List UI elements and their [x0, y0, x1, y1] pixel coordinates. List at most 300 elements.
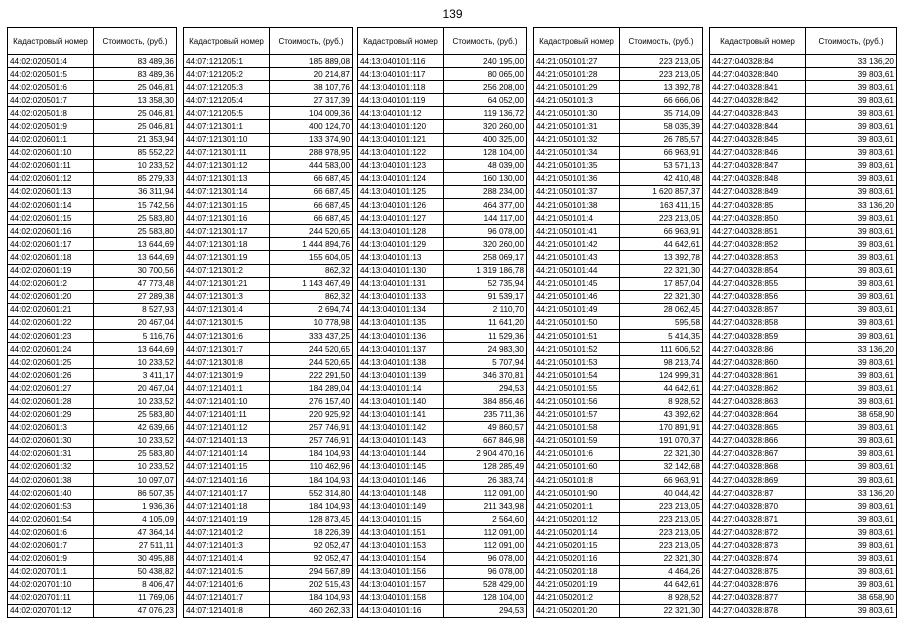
cadastral-number-cell: 44:02:020601:20 [8, 290, 94, 303]
cost-cell: 202 515,43 [270, 578, 353, 591]
table-row [8, 604, 177, 617]
table-row [8, 68, 177, 81]
cadastral-number-cell: 44:13:040101:131 [358, 277, 444, 290]
cadastral-number-cell: 44:07:121401:17 [184, 487, 270, 500]
table-row [534, 343, 703, 356]
cost-cell: 39 803,61 [806, 421, 897, 434]
table-row [8, 578, 177, 591]
cadastral-number-cell: 44:21:050101:60 [534, 460, 620, 473]
table-row [710, 500, 897, 513]
table-row [358, 55, 527, 68]
cadastral-number-cell: 44:07:121301:13 [184, 172, 270, 185]
cost-cell: 223 213,05 [620, 513, 703, 526]
table-row [184, 264, 353, 277]
table-row [534, 513, 703, 526]
cadastral-number-cell: 44:07:121301:21 [184, 277, 270, 290]
cadastral-number-cell: 44:02:020601:1 [8, 133, 94, 146]
table-row [184, 251, 353, 264]
table-row [534, 369, 703, 382]
cadastral-number-cell: 44:13:040101:13 [358, 251, 444, 264]
cadastral-number-cell: 44:21:050201:19 [534, 578, 620, 591]
cadastral-number-cell: 44:13:040101:134 [358, 303, 444, 316]
cost-cell: 25 046,81 [94, 120, 177, 133]
cadastral-number-cell: 44:02:020601:11 [8, 159, 94, 172]
table-row [534, 251, 703, 264]
cost-cell: 39 803,61 [806, 264, 897, 277]
cost-cell: 294,53 [444, 604, 527, 617]
cadastral-number-cell: 44:02:020601:14 [8, 199, 94, 212]
cadastral-number-cell: 44:02:020701:1 [8, 565, 94, 578]
cadastral-number-cell: 44:27:040328:862 [710, 382, 806, 395]
cost-cell: 42 639,66 [94, 421, 177, 434]
cadastral-number-cell: 44:27:040328:864 [710, 408, 806, 421]
cost-cell: 39 803,61 [806, 434, 897, 447]
cost-cell: 257 746,91 [270, 421, 353, 434]
cadastral-number-cell: 44:27:040328:854 [710, 264, 806, 277]
table-row [710, 316, 897, 329]
cadastral-number-cell: 44:27:040328:874 [710, 552, 806, 565]
table-row [358, 94, 527, 107]
cadastral-number-cell: 44:02:020601:53 [8, 500, 94, 513]
cadastral-number-cell: 44:21:050201:12 [534, 513, 620, 526]
table-row [184, 604, 353, 617]
table-row [710, 238, 897, 251]
cadastral-table-2 [183, 27, 353, 618]
table-row [710, 369, 897, 382]
cost-cell: 256 208,00 [444, 81, 527, 94]
cost-cell: 83 489,36 [94, 68, 177, 81]
cost-cell: 24 983,30 [444, 343, 527, 356]
cost-cell: 39 803,61 [806, 500, 897, 513]
table-row [534, 421, 703, 434]
table-row [358, 225, 527, 238]
cost-cell: 18 226,39 [270, 526, 353, 539]
cadastral-number-cell: 44:07:121401:3 [184, 539, 270, 552]
cost-cell: 13 644,69 [94, 251, 177, 264]
cost-cell: 13 392,78 [620, 251, 703, 264]
cadastral-number-cell: 44:13:040101:153 [358, 539, 444, 552]
cadastral-number-cell: 44:21:050101:3 [534, 94, 620, 107]
cost-cell: 119 136,72 [444, 107, 527, 120]
cadastral-number-cell: 44:07:121205:1 [184, 55, 270, 68]
cadastral-number-cell: 44:13:040101:121 [358, 133, 444, 146]
cadastral-number-cell: 44:07:121401:19 [184, 513, 270, 526]
table-row [8, 526, 177, 539]
table-row [534, 146, 703, 159]
cadastral-number-cell: 44:27:040328:847 [710, 159, 806, 172]
table-row [8, 591, 177, 604]
cadastral-number-cell: 44:02:020601:2 [8, 277, 94, 290]
table-row [184, 343, 353, 356]
cadastral-number-cell: 44:07:121205:5 [184, 107, 270, 120]
table-row [534, 565, 703, 578]
cost-cell: 66 687,45 [270, 172, 353, 185]
cadastral-number-cell: 44:07:121301:10 [184, 133, 270, 146]
cadastral-number-cell: 44:27:040328:878 [710, 604, 806, 617]
table-row [184, 212, 353, 225]
cost-cell: 49 860,57 [444, 421, 527, 434]
cost-cell: 27 289,38 [94, 290, 177, 303]
cost-cell: 2 904 470,16 [444, 447, 527, 460]
cadastral-number-cell: 44:13:040101:148 [358, 487, 444, 500]
cadastral-number-cell: 44:27:040328:842 [710, 94, 806, 107]
cadastral-number-cell: 44:07:121301:3 [184, 290, 270, 303]
table-row [358, 539, 527, 552]
cost-cell: 58 035,39 [620, 120, 703, 133]
cost-cell: 1 620 857,37 [620, 185, 703, 198]
cost-cell: 10 233,52 [94, 356, 177, 369]
cost-cell: 223 213,05 [620, 212, 703, 225]
cost-cell: 39 803,61 [806, 94, 897, 107]
cadastral-number-cell: 44:07:121301:15 [184, 199, 270, 212]
cadastral-number-cell: 44:27:040328:848 [710, 172, 806, 185]
cost-cell: 39 803,61 [806, 382, 897, 395]
table-row [534, 212, 703, 225]
cost-cell: 185 889,08 [270, 55, 353, 68]
cost-cell: 35 714,09 [620, 107, 703, 120]
table-row [184, 277, 353, 290]
cadastral-number-cell: 44:27:040328:853 [710, 251, 806, 264]
cadastral-number-cell: 44:07:121401:13 [184, 434, 270, 447]
cost-cell: 80 065,00 [444, 68, 527, 81]
cost-cell: 85 552,22 [94, 146, 177, 159]
cadastral-number-cell: 44:21:050101:52 [534, 343, 620, 356]
cost-cell: 13 644,69 [94, 238, 177, 251]
cadastral-number-cell: 44:13:040101:133 [358, 290, 444, 303]
table-row [358, 565, 527, 578]
cost-cell: 276 157,40 [270, 395, 353, 408]
table-row [534, 604, 703, 617]
cost-cell: 40 044,42 [620, 487, 703, 500]
table-row [358, 68, 527, 81]
table-row [8, 434, 177, 447]
cadastral-number-cell: 44:13:040101:136 [358, 329, 444, 342]
cost-cell: 25 583,80 [94, 212, 177, 225]
table-row [184, 395, 353, 408]
cadastral-number-cell: 44:07:121401:14 [184, 447, 270, 460]
table-row [184, 225, 353, 238]
cost-cell: 39 803,61 [806, 290, 897, 303]
cost-cell: 184 104,93 [270, 591, 353, 604]
cost-cell: 22 321,30 [620, 604, 703, 617]
cost-cell: 223 213,05 [620, 68, 703, 81]
cost-cell: 11 529,36 [444, 329, 527, 342]
table-row [710, 146, 897, 159]
cost-cell: 48 039,00 [444, 159, 527, 172]
cadastral-number-cell: 44:27:040328:840 [710, 68, 806, 81]
cost-cell: 257 746,91 [270, 434, 353, 447]
table-row [184, 199, 353, 212]
cost-cell: 39 803,61 [806, 277, 897, 290]
table-row [358, 303, 527, 316]
table-row [8, 172, 177, 185]
cadastral-number-cell: 44:21:050101:54 [534, 369, 620, 382]
cost-cell: 39 803,61 [806, 172, 897, 185]
table-row [710, 552, 897, 565]
table-row [710, 526, 897, 539]
cadastral-number-cell: 44:02:020601:7 [8, 539, 94, 552]
cost-cell: 39 803,61 [806, 107, 897, 120]
header-cadastral-number: Кадастровый номер [710, 28, 806, 55]
cadastral-number-cell: 44:13:040101:128 [358, 225, 444, 238]
table-row [184, 526, 353, 539]
cost-cell: 2 110,70 [444, 303, 527, 316]
cost-cell: 1 319 186,78 [444, 264, 527, 277]
cadastral-number-cell: 44:07:121301:14 [184, 185, 270, 198]
table-row [8, 329, 177, 342]
table-row [710, 565, 897, 578]
cadastral-number-cell: 44:27:040328:865 [710, 421, 806, 434]
table-row [184, 316, 353, 329]
cadastral-number-cell: 44:21:050101:30 [534, 107, 620, 120]
cost-cell: 133 374,90 [270, 133, 353, 146]
cost-cell: 244 520,65 [270, 343, 353, 356]
cost-cell: 25 046,81 [94, 81, 177, 94]
cadastral-number-cell: 44:07:121301:9 [184, 369, 270, 382]
cadastral-number-cell: 44:13:040101:157 [358, 578, 444, 591]
table-row [358, 382, 527, 395]
cost-cell: 66 687,45 [270, 199, 353, 212]
cadastral-number-cell: 44:13:040101:143 [358, 434, 444, 447]
table-row [710, 343, 897, 356]
table-row [534, 474, 703, 487]
table-row [710, 591, 897, 604]
table-row [358, 277, 527, 290]
cadastral-number-cell: 44:02:020601:24 [8, 343, 94, 356]
table-row [8, 356, 177, 369]
cadastral-number-cell: 44:02:020601:3 [8, 421, 94, 434]
cadastral-number-cell: 44:13:040101:125 [358, 185, 444, 198]
cost-cell: 92 052,47 [270, 552, 353, 565]
cost-cell: 39 803,61 [806, 552, 897, 565]
table-row [534, 487, 703, 500]
cost-cell: 2 694,74 [270, 303, 353, 316]
table-row [534, 395, 703, 408]
table-row [184, 329, 353, 342]
table-row [710, 303, 897, 316]
cadastral-number-cell: 44:27:040328:857 [710, 303, 806, 316]
table-row [710, 251, 897, 264]
cost-cell: 44 642,61 [620, 238, 703, 251]
cost-cell: 91 539,17 [444, 290, 527, 303]
cadastral-number-cell: 44:27:040328:85 [710, 199, 806, 212]
cadastral-number-cell: 44:27:040328:877 [710, 591, 806, 604]
table-row [358, 552, 527, 565]
cadastral-number-cell: 44:07:121301:11 [184, 146, 270, 159]
header-cost: Стоимость, (руб.) [806, 28, 897, 55]
table-row [358, 172, 527, 185]
table-row [534, 120, 703, 133]
table-row [534, 329, 703, 342]
cadastral-number-cell: 44:07:121401:2 [184, 526, 270, 539]
cadastral-number-cell: 44:27:040328:868 [710, 460, 806, 473]
table-row [358, 199, 527, 212]
table-row [184, 591, 353, 604]
table-row [710, 604, 897, 617]
table-row [358, 329, 527, 342]
cost-cell: 20 467,04 [94, 382, 177, 395]
table-row [8, 120, 177, 133]
cost-cell: 27 317,39 [270, 94, 353, 107]
cost-cell: 112 091,00 [444, 539, 527, 552]
cadastral-number-cell: 44:27:040328:861 [710, 369, 806, 382]
cadastral-number-cell: 44:21:050101:35 [534, 159, 620, 172]
cost-cell: 320 260,00 [444, 120, 527, 133]
cost-cell: 104 009,36 [270, 107, 353, 120]
cadastral-number-cell: 44:07:121205:4 [184, 94, 270, 107]
cadastral-number-cell: 44:21:050101:34 [534, 146, 620, 159]
cadastral-number-cell: 44:07:121401:18 [184, 500, 270, 513]
table-row [358, 421, 527, 434]
cadastral-number-cell: 44:27:040328:851 [710, 225, 806, 238]
table-header-row [358, 28, 527, 55]
table-row [8, 565, 177, 578]
table-row [184, 487, 353, 500]
cost-cell: 96 078,00 [444, 552, 527, 565]
cost-cell: 11 641,20 [444, 316, 527, 329]
table-row [184, 447, 353, 460]
cost-cell: 96 078,00 [444, 565, 527, 578]
table-row [184, 500, 353, 513]
cost-cell: 39 803,61 [806, 251, 897, 264]
cost-cell: 42 410,48 [620, 172, 703, 185]
table-row [8, 369, 177, 382]
cost-cell: 39 803,61 [806, 447, 897, 460]
table-row [8, 460, 177, 473]
cadastral-number-cell: 44:02:020501:7 [8, 94, 94, 107]
table-row [710, 382, 897, 395]
cost-cell: 22 321,30 [620, 290, 703, 303]
table-row [710, 264, 897, 277]
cadastral-number-cell: 44:21:050201:1 [534, 500, 620, 513]
table-row [8, 199, 177, 212]
cost-cell: 20 467,04 [94, 316, 177, 329]
header-cost: Стоимость, (руб.) [444, 28, 527, 55]
cadastral-number-cell: 44:21:050101:45 [534, 277, 620, 290]
cost-cell: 92 052,47 [270, 539, 353, 552]
cost-cell: 111 606,52 [620, 343, 703, 356]
cadastral-number-cell: 44:27:040328:849 [710, 185, 806, 198]
cadastral-number-cell: 44:07:121401:16 [184, 474, 270, 487]
table-row [710, 212, 897, 225]
cadastral-number-cell: 44:02:020601:25 [8, 356, 94, 369]
table-row [358, 185, 527, 198]
cost-cell: 112 091,00 [444, 487, 527, 500]
table-row [534, 408, 703, 421]
table-row [184, 55, 353, 68]
table-header-row [8, 28, 177, 55]
cost-cell: 184 289,04 [270, 382, 353, 395]
cadastral-number-cell: 44:21:050101:4 [534, 212, 620, 225]
cost-cell: 39 803,61 [806, 539, 897, 552]
table-row [710, 578, 897, 591]
table-row [534, 107, 703, 120]
table-row [358, 513, 527, 526]
cost-cell: 39 803,61 [806, 474, 897, 487]
table-row [710, 107, 897, 120]
table-row [710, 277, 897, 290]
table-row [534, 172, 703, 185]
cost-cell: 66 687,45 [270, 185, 353, 198]
table-row [358, 578, 527, 591]
cost-cell: 163 411,15 [620, 199, 703, 212]
table-row [8, 408, 177, 421]
cost-cell: 13 358,30 [94, 94, 177, 107]
cost-cell: 66 687,45 [270, 212, 353, 225]
cadastral-number-cell: 44:13:040101:130 [358, 264, 444, 277]
cadastral-number-cell: 44:07:121205:3 [184, 81, 270, 94]
cost-cell: 110 462,96 [270, 460, 353, 473]
cost-cell: 128 873,45 [270, 513, 353, 526]
cost-cell: 39 803,61 [806, 565, 897, 578]
table-row [534, 356, 703, 369]
cost-cell: 20 214,87 [270, 68, 353, 81]
cadastral-number-cell: 44:21:050101:8 [534, 474, 620, 487]
cadastral-number-cell: 44:02:020601:19 [8, 264, 94, 277]
cost-cell: 155 604,05 [270, 251, 353, 264]
cost-cell: 191 070,37 [620, 434, 703, 447]
table-row [358, 434, 527, 447]
cost-cell: 39 803,61 [806, 68, 897, 81]
cost-cell: 128 104,00 [444, 146, 527, 159]
cost-cell: 1 143 467,49 [270, 277, 353, 290]
table-row [184, 552, 353, 565]
cadastral-number-cell: 44:27:040328:875 [710, 565, 806, 578]
cost-cell: 400 124,70 [270, 120, 353, 133]
table-row [184, 382, 353, 395]
cadastral-number-cell: 44:13:040101:127 [358, 212, 444, 225]
table-row [710, 421, 897, 434]
cadastral-number-cell: 44:07:121401:10 [184, 395, 270, 408]
cadastral-number-cell: 44:07:121401:15 [184, 460, 270, 473]
cost-cell: 160 130,00 [444, 172, 527, 185]
table-row [8, 81, 177, 94]
cost-cell: 8 928,52 [620, 395, 703, 408]
header-cost: Стоимость, (руб.) [94, 28, 177, 55]
cadastral-number-cell: 44:02:020601:17 [8, 238, 94, 251]
cost-cell: 22 321,30 [620, 552, 703, 565]
cost-cell: 33 136,20 [806, 487, 897, 500]
table-row [184, 94, 353, 107]
cadastral-number-cell: 44:21:050101:36 [534, 172, 620, 185]
cost-cell: 44 642,61 [620, 578, 703, 591]
table-row [358, 264, 527, 277]
cost-cell: 294 567,89 [270, 565, 353, 578]
cadastral-number-cell: 44:13:040101:15 [358, 513, 444, 526]
cadastral-number-cell: 44:13:040101:120 [358, 120, 444, 133]
cost-cell: 38 658,90 [806, 408, 897, 421]
table-row [8, 159, 177, 172]
cost-cell: 66 963,91 [620, 474, 703, 487]
cadastral-number-cell: 44:13:040101:151 [358, 526, 444, 539]
cost-cell: 32 142,68 [620, 460, 703, 473]
table-row [534, 460, 703, 473]
header-cadastral-number: Кадастровый номер [534, 28, 620, 55]
cost-cell: 50 438,82 [94, 565, 177, 578]
cost-cell: 39 803,61 [806, 303, 897, 316]
table-row [8, 94, 177, 107]
cadastral-number-cell: 44:21:050101:43 [534, 251, 620, 264]
table-row [8, 487, 177, 500]
table-row [8, 264, 177, 277]
table-row [184, 513, 353, 526]
cadastral-number-cell: 44:07:121301:12 [184, 159, 270, 172]
cadastral-number-cell: 44:13:040101:139 [358, 369, 444, 382]
table-row [534, 526, 703, 539]
cadastral-number-cell: 44:02:020601:26 [8, 369, 94, 382]
table-row [184, 290, 353, 303]
cost-cell: 294,53 [444, 382, 527, 395]
